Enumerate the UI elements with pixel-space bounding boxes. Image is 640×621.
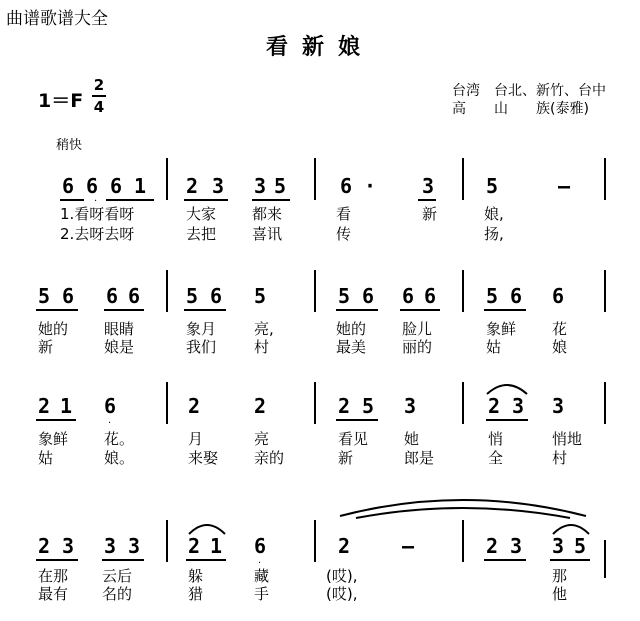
note: 6 (552, 284, 565, 308)
lyric: 2.去呀去呀 (60, 225, 135, 243)
time-signature-bar (92, 95, 106, 97)
note: 3 (254, 174, 267, 198)
lyric: 娘, (484, 205, 504, 223)
lyric: 云后 (102, 567, 133, 585)
barline (462, 520, 464, 562)
lyric: 花 (552, 320, 568, 338)
octave-dot: · (94, 196, 98, 207)
note: 6 (510, 284, 523, 308)
note: 3 (512, 394, 525, 418)
note: 2 (38, 534, 51, 558)
note: 2 (254, 394, 267, 418)
note: 5 (486, 174, 499, 198)
lyric: 娘是 (104, 338, 135, 356)
note: 2 (338, 394, 351, 418)
barline (604, 158, 606, 200)
note: 2 (188, 534, 201, 558)
note: 3 (510, 534, 523, 558)
note: 6 (62, 284, 75, 308)
beam-underline (184, 309, 226, 311)
origin-line-2: 高 山 族(泰雅) (452, 101, 589, 117)
lyric: 她的 (336, 320, 367, 338)
note: 2 (488, 394, 501, 418)
lyric: 新 (38, 338, 54, 356)
note: 5 (274, 174, 287, 198)
beam-underline (484, 309, 526, 311)
barline (314, 520, 316, 562)
note: 2 (338, 534, 351, 558)
barline (604, 382, 606, 424)
lyric: 那 (552, 567, 568, 585)
lyric: 最美 (336, 338, 367, 356)
lyric: 新 (338, 449, 354, 467)
lyric: 亮, (254, 320, 274, 338)
lyric: 藏 (254, 567, 270, 585)
lyric: 姑 (38, 449, 54, 467)
beam-underline (252, 199, 290, 201)
lyric: 娘。 (104, 449, 135, 467)
beam-underline (336, 309, 378, 311)
time-signature (92, 76, 106, 116)
lyric: 象鲜 (38, 430, 69, 448)
long-slur-arc (336, 494, 590, 520)
beam-underline (184, 199, 228, 201)
lyric: 喜讯 (252, 225, 283, 243)
note: 2 (38, 394, 51, 418)
note: 2 (186, 174, 199, 198)
note: 1 (60, 394, 73, 418)
octave-dot: · (108, 418, 112, 429)
barline (462, 270, 464, 312)
site-label: 曲谱歌谱大全 (6, 9, 108, 29)
lyric: 名的 (102, 585, 133, 603)
lyric: 村 (552, 449, 568, 467)
note: 3 (212, 174, 225, 198)
note: 6 (210, 284, 223, 308)
note: 1 (134, 174, 147, 198)
key-signature: 1＝F (38, 90, 84, 112)
note: 5 (38, 284, 51, 308)
barline (314, 158, 316, 200)
barline (314, 270, 316, 312)
beam-underline (36, 559, 78, 561)
beam-underline (486, 419, 528, 421)
barline (604, 540, 606, 578)
note: 6 (402, 284, 415, 308)
note: 3 (552, 534, 565, 558)
beam-underline (418, 199, 436, 201)
note: 3 (404, 394, 417, 418)
note: 5 (362, 394, 375, 418)
lyric: 亮 (254, 430, 270, 448)
beam-underline (106, 199, 154, 201)
note: 5 (338, 284, 351, 308)
note: 6 (254, 534, 267, 558)
note: 6 (104, 394, 117, 418)
beam-underline (484, 559, 526, 561)
note: 3 (104, 534, 117, 558)
lyric: 躲 (188, 567, 204, 585)
note: 3 (422, 174, 435, 198)
lyric: 我们 (186, 338, 217, 356)
note: 1 (210, 534, 223, 558)
lyric: 传 (336, 225, 352, 243)
lyric: 他 (552, 585, 568, 603)
time-signature-top: 2 (93, 76, 105, 94)
lyric: 郎是 (404, 449, 435, 467)
note: 3 (128, 534, 141, 558)
lyric: 大家 (186, 205, 217, 223)
lyric: 悄 (488, 430, 504, 448)
lyric: 亲的 (254, 449, 285, 467)
barline (462, 158, 464, 200)
lyric: 象月 (186, 320, 217, 338)
note: 6 (86, 174, 99, 198)
note: 5 (254, 284, 267, 308)
lyric: 脸儿 (402, 320, 433, 338)
note: 3 (62, 534, 75, 558)
beam-underline (186, 559, 226, 561)
note: · (364, 174, 377, 198)
lyric: 她 (404, 430, 420, 448)
lyric: 1.看呀看呀 (60, 205, 135, 223)
lyric: 姑 (486, 338, 502, 356)
lyric: 娘 (552, 338, 568, 356)
lyric: 在那 (38, 567, 69, 585)
beam-underline (336, 419, 378, 421)
octave-dot: · (258, 558, 262, 569)
lyric: 全 (488, 449, 504, 467)
note: 2 (486, 534, 499, 558)
lyric: 来娶 (188, 449, 219, 467)
note: 6 (110, 174, 123, 198)
lyric: 她的 (38, 320, 69, 338)
beam-underline (104, 309, 144, 311)
note: 5 (574, 534, 587, 558)
note: – (402, 534, 415, 558)
lyric: 眼睛 (104, 320, 135, 338)
barline (604, 270, 606, 312)
beam-underline (400, 309, 440, 311)
lyric: 月 (188, 430, 204, 448)
origin-line-1: 台湾 台北、新竹、台中 (452, 83, 606, 99)
barline (462, 382, 464, 424)
note: 6 (62, 174, 75, 198)
lyric: 村 (254, 338, 270, 356)
lyric: 手 (254, 585, 270, 603)
note: 6 (340, 174, 353, 198)
time-signature-bottom: 4 (93, 98, 105, 116)
lyric: 看 (336, 205, 352, 223)
barline (166, 382, 168, 424)
note: 2 (188, 394, 201, 418)
note: 6 (362, 284, 375, 308)
beam-underline (36, 309, 78, 311)
note: 6 (128, 284, 141, 308)
note: 5 (186, 284, 199, 308)
note: 3 (552, 394, 565, 418)
lyric: 丽的 (402, 338, 433, 356)
lyric: (哎), (326, 585, 358, 603)
lyric: 象鲜 (486, 320, 517, 338)
song-title: 看新娘 (265, 34, 374, 60)
lyric: 花。 (104, 430, 135, 448)
beam-underline (102, 559, 144, 561)
lyric: 悄地 (552, 430, 583, 448)
note: 6 (424, 284, 437, 308)
barline (166, 520, 168, 562)
note: 6 (106, 284, 119, 308)
lyric: 都来 (252, 205, 283, 223)
beam-underline (36, 419, 76, 421)
lyric: (哎), (326, 567, 358, 585)
barline (166, 270, 168, 312)
lyric: 扬, (484, 225, 504, 243)
lyric: 新 (422, 205, 438, 223)
lyric: 看见 (338, 430, 369, 448)
barline (166, 158, 168, 200)
note: – (558, 174, 571, 198)
beam-underline (60, 199, 84, 201)
lyric: 去把 (186, 225, 217, 243)
lyric: 最有 (38, 585, 69, 603)
lyric: 猎 (188, 585, 204, 603)
note: 5 (486, 284, 499, 308)
beam-underline (550, 559, 590, 561)
tempo-marking: 稍快 (56, 138, 83, 153)
barline (314, 382, 316, 424)
